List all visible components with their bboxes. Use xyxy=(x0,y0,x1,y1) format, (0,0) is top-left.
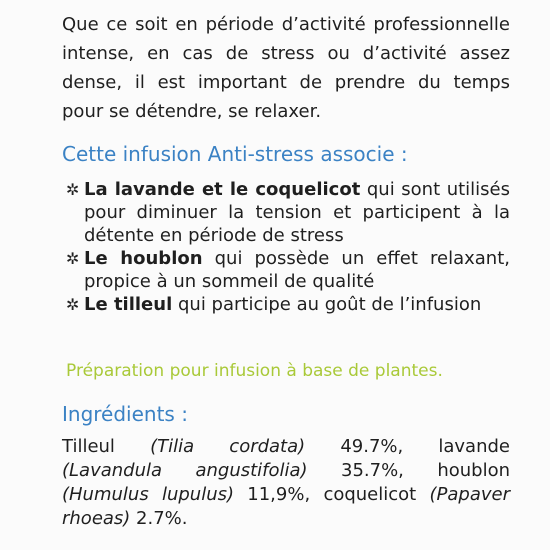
list-item-bold: Le houblon xyxy=(84,248,203,269)
list-item-line: pour diminuer la tension et participent à la xyxy=(84,202,510,223)
ingredient-text: 2.7%. xyxy=(130,508,188,529)
ingredient-latin: (Papaver xyxy=(429,484,510,505)
list-item-bold: Le tilleul xyxy=(84,294,173,315)
preparation-text: Préparation pour infusion à base de plantes. xyxy=(66,361,443,381)
list-item-line xyxy=(84,294,481,316)
asterisk-bullet-icon: ✲ xyxy=(66,249,80,268)
ingredient-text: 35.7%, houblon xyxy=(307,460,510,481)
asterisk-bullet-icon: ✲ xyxy=(66,180,80,199)
ingredient-text: 49.7%, lavande xyxy=(305,436,510,457)
ingredients-line-2 xyxy=(62,460,510,482)
ingredient-latin: (Lavandula angustifolia) xyxy=(62,460,308,481)
list-item-bold: La lavande et le coquelicot xyxy=(84,179,361,200)
intro-line-4: pour se détendre, se relaxer. xyxy=(62,101,322,122)
ingredients-title: Ingrédients : xyxy=(62,402,188,426)
ingredient-text: Tilleul xyxy=(62,436,151,457)
intro-line-3: dense, il est important de prendre du temps xyxy=(62,72,510,93)
ingredients-line-4 xyxy=(62,508,188,530)
ingredient-latin: rhoeas) xyxy=(62,508,131,529)
list-item-line xyxy=(84,248,510,270)
list-item-line: propice à un sommeil de qualité xyxy=(84,271,375,292)
list-item-text: qui possède un effet relaxant, xyxy=(202,248,510,269)
list-item-text: qui sont utilisés xyxy=(360,179,510,200)
intro-line-2: intense, en cas de stress ou d’activité assez xyxy=(62,43,510,64)
ingredient-latin: (Tilia cordata) xyxy=(150,436,306,457)
section-title: Cette infusion Anti-stress associe : xyxy=(62,142,408,166)
ingredient-text: 11,9%, coquelicot xyxy=(234,484,430,505)
ingredients-line-3 xyxy=(62,484,510,506)
ingredient-latin: (Humulus lupulus) xyxy=(62,484,235,505)
asterisk-bullet-icon: ✲ xyxy=(66,295,80,314)
intro-line-1: Que ce soit en période d’activité professionnelle xyxy=(62,14,510,35)
ingredients-line-1 xyxy=(62,436,510,458)
list-item-text: qui participe au goût de l’infusion xyxy=(172,294,482,315)
list-item-line xyxy=(84,179,510,201)
list-item-line: détente en période de stress xyxy=(84,225,344,246)
